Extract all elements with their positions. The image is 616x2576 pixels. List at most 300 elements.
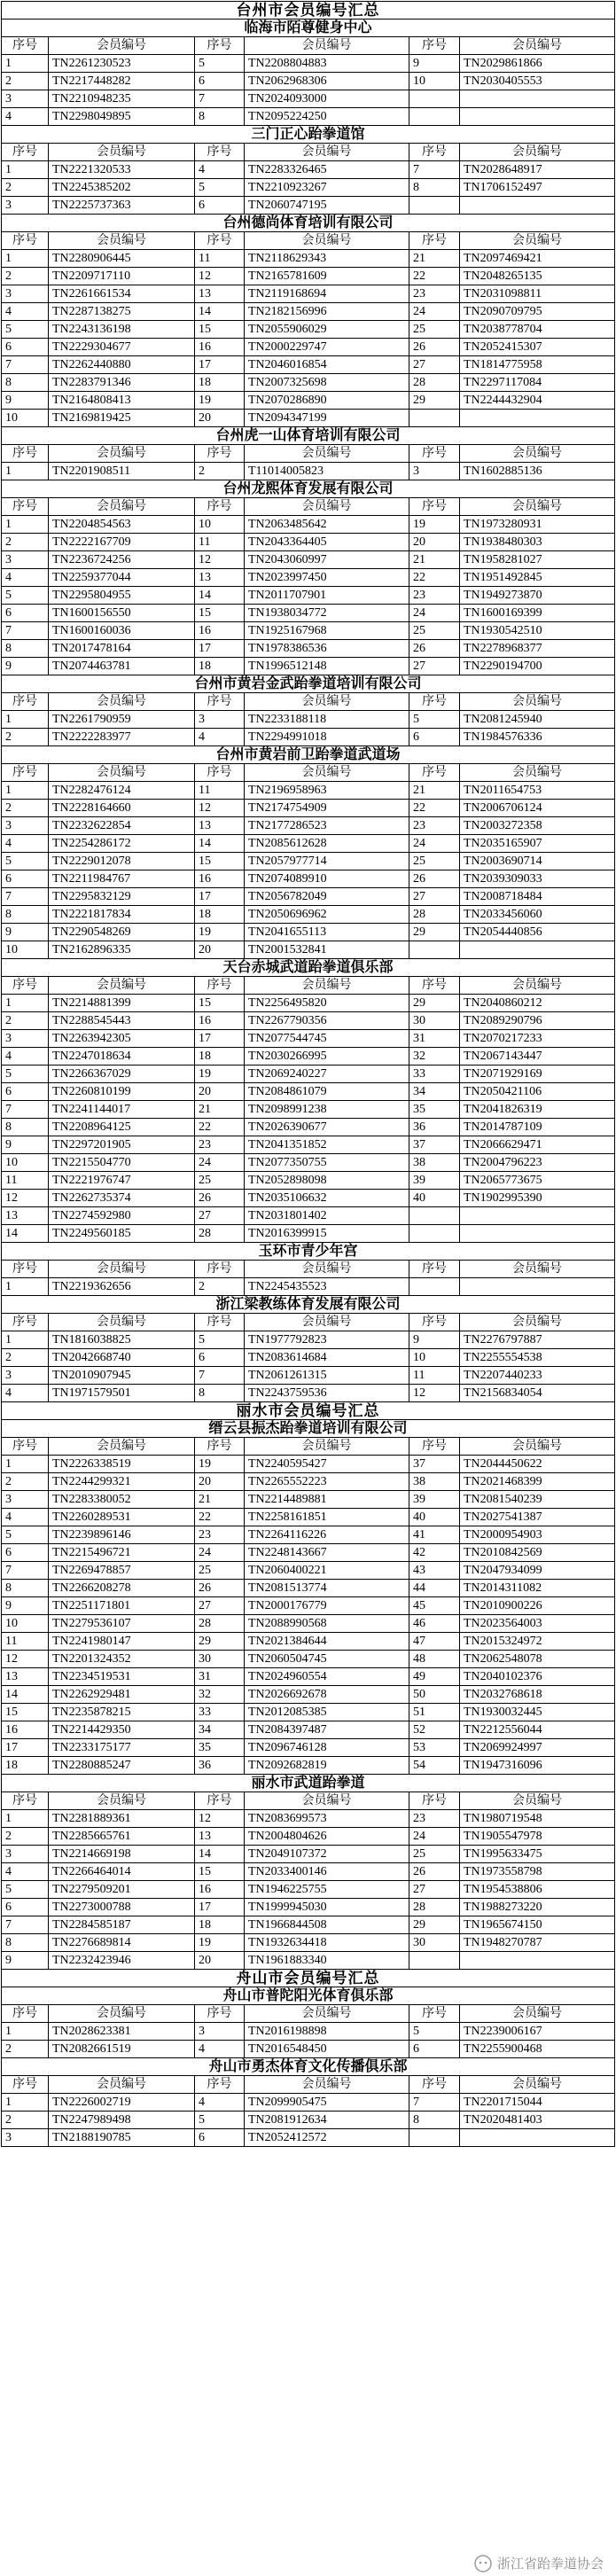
member-id-cell: TN2095224250 bbox=[245, 108, 409, 125]
index-cell: 19 bbox=[195, 1456, 245, 1472]
index-cell: 3 bbox=[2, 817, 49, 834]
club-title-row bbox=[2, 2058, 615, 2076]
member-id-cell: TN2297117084 bbox=[460, 374, 615, 391]
table-row bbox=[2, 2023, 615, 2041]
member-id-cell: TN2201715044 bbox=[460, 2094, 615, 2111]
member-id-cell: TN2088990568 bbox=[245, 1615, 409, 1632]
index-cell: 34 bbox=[409, 1083, 460, 1100]
index-cell: 8 bbox=[2, 374, 49, 391]
member-id-cell: TN2012085385 bbox=[245, 1704, 409, 1721]
index-cell: 37 bbox=[409, 1136, 460, 1153]
member-id-cell: TN2226002719 bbox=[49, 2094, 195, 2111]
header-member-id: 会员编号 bbox=[49, 498, 195, 515]
index-cell: 11 bbox=[409, 1367, 460, 1384]
member-id-cell: TN2290548269 bbox=[49, 924, 195, 941]
region-title-row bbox=[2, 1402, 615, 1420]
index-cell: 14 bbox=[195, 1846, 245, 1862]
club-title: 台州市黄岩金武跆拳道培训有限公司 bbox=[2, 675, 615, 692]
member-id-cell: TN2026390677 bbox=[245, 1119, 409, 1136]
member-id-cell: TN1973558798 bbox=[460, 1863, 615, 1880]
index-cell: 16 bbox=[195, 1012, 245, 1029]
member-id-cell: TN2042668740 bbox=[49, 1349, 195, 1366]
header-member-id: 会员编号 bbox=[49, 2076, 195, 2093]
header-index: 序号 bbox=[195, 764, 245, 781]
index-cell: 27 bbox=[409, 658, 460, 675]
club-title-row bbox=[2, 1987, 615, 2005]
header-member-id: 会员编号 bbox=[460, 1438, 615, 1455]
index-cell: 32 bbox=[409, 1048, 460, 1065]
member-id-cell: TN2229304677 bbox=[49, 339, 195, 355]
member-id-cell: TN2282476124 bbox=[49, 782, 195, 799]
table-row bbox=[2, 1615, 615, 1633]
member-id-cell: TN2070217233 bbox=[460, 1030, 615, 1047]
index-cell: 35 bbox=[409, 1101, 460, 1118]
column-header-row bbox=[2, 977, 615, 995]
member-id-cell: TN2266208278 bbox=[49, 1580, 195, 1596]
region-title-row bbox=[2, 1970, 615, 1987]
member-id-cell: TN2015324972 bbox=[460, 1633, 615, 1650]
index-cell: 12 bbox=[195, 800, 245, 816]
index-cell: 2 bbox=[2, 1349, 49, 1366]
table-row bbox=[2, 1739, 615, 1757]
member-id-cell: TN2239896146 bbox=[49, 1526, 195, 1543]
index-cell: 8 bbox=[2, 1934, 49, 1951]
table-row bbox=[2, 1651, 615, 1668]
header-index: 序号 bbox=[2, 764, 49, 781]
index-cell: 4 bbox=[2, 1509, 49, 1526]
member-id-cell: TN2006706124 bbox=[460, 800, 615, 816]
index-cell: 19 bbox=[409, 516, 460, 533]
index-cell: 30 bbox=[409, 1012, 460, 1029]
table-row bbox=[2, 339, 615, 356]
index-cell: 3 bbox=[2, 2129, 49, 2146]
header-member-id: 会员编号 bbox=[49, 1314, 195, 1331]
table-row bbox=[2, 1385, 615, 1402]
index-cell: 51 bbox=[409, 1704, 460, 1721]
member-id-cell: TN2099905475 bbox=[245, 2094, 409, 2111]
index-cell: 28 bbox=[195, 1615, 245, 1632]
header-index: 序号 bbox=[195, 1261, 245, 1277]
index-cell: 19 bbox=[195, 924, 245, 941]
member-id-cell: TN2097469421 bbox=[460, 250, 615, 267]
index-cell: 29 bbox=[195, 1633, 245, 1650]
member-id-cell: TN2260289531 bbox=[49, 1509, 195, 1526]
index-cell: 17 bbox=[195, 356, 245, 373]
member-id-cell: TN2261661534 bbox=[49, 285, 195, 302]
index-cell: 27 bbox=[409, 888, 460, 905]
member-id-cell: TN2276797887 bbox=[460, 1331, 615, 1348]
index-cell: 5 bbox=[409, 711, 460, 728]
index-cell: 21 bbox=[195, 1101, 245, 1118]
member-id-cell: TN1980719548 bbox=[460, 1810, 615, 1827]
member-id-cell: TN2008718484 bbox=[460, 888, 615, 905]
member-id-cell: TN1971579501 bbox=[49, 1385, 195, 1401]
table-row bbox=[2, 1509, 615, 1526]
index-cell: 16 bbox=[195, 622, 245, 639]
member-id-cell: TN2050696962 bbox=[245, 906, 409, 923]
club-title: 临海市陌尊健身中心 bbox=[2, 20, 615, 36]
member-id-cell: TN2028623381 bbox=[49, 2023, 195, 2040]
member-id-cell: TN2001532841 bbox=[245, 941, 409, 958]
table-row bbox=[2, 268, 615, 285]
index-cell: 24 bbox=[195, 1154, 245, 1171]
member-id-cell: TN2260810199 bbox=[49, 1083, 195, 1100]
member-id-cell: TN2060747195 bbox=[245, 197, 409, 214]
index-cell: 7 bbox=[2, 356, 49, 373]
member-id-cell: TN2210948235 bbox=[49, 90, 195, 107]
member-id-cell: TN2265552223 bbox=[245, 1473, 409, 1490]
column-header-row bbox=[2, 1261, 615, 1278]
index-cell: 1 bbox=[2, 161, 49, 178]
index-cell: 1 bbox=[2, 516, 49, 533]
header-index: 序号 bbox=[409, 977, 460, 994]
table-row bbox=[2, 1562, 615, 1580]
index-cell: 8 bbox=[2, 906, 49, 923]
index-cell: 2 bbox=[2, 1012, 49, 1029]
club-title: 台州德尚体育培训有限公司 bbox=[2, 215, 615, 231]
header-index: 序号 bbox=[409, 144, 460, 160]
index-cell: 54 bbox=[409, 1757, 460, 1774]
member-id-cell: TN2217448282 bbox=[49, 73, 195, 90]
index-cell bbox=[409, 1952, 460, 1969]
header-index: 序号 bbox=[409, 1438, 460, 1455]
member-id-cell: TN2010900226 bbox=[460, 1597, 615, 1614]
table-row bbox=[2, 55, 615, 73]
table-row bbox=[2, 250, 615, 268]
member-id-cell: TN2259377044 bbox=[49, 569, 195, 586]
index-cell bbox=[409, 410, 460, 426]
index-cell: 11 bbox=[2, 1172, 49, 1189]
member-id-cell: TN2081513774 bbox=[245, 1580, 409, 1596]
table-row bbox=[2, 1048, 615, 1066]
index-cell: 29 bbox=[409, 392, 460, 409]
table-row bbox=[2, 1278, 615, 1296]
index-cell: 11 bbox=[195, 534, 245, 550]
member-id-cell: TN2247989498 bbox=[49, 2112, 195, 2128]
header-member-id: 会员编号 bbox=[49, 977, 195, 994]
member-id-cell: TN2010907945 bbox=[49, 1367, 195, 1384]
index-cell bbox=[409, 108, 460, 125]
index-cell: 27 bbox=[409, 1881, 460, 1898]
table-row bbox=[2, 1846, 615, 1863]
member-id-cell bbox=[460, 2129, 615, 2146]
index-cell: 12 bbox=[195, 1810, 245, 1827]
member-id-cell: TN2214669198 bbox=[49, 1846, 195, 1862]
header-index: 序号 bbox=[2, 977, 49, 994]
member-id-cell: TN2258161851 bbox=[245, 1509, 409, 1526]
table-row bbox=[2, 2094, 615, 2112]
member-id-cell: TN2283326465 bbox=[245, 161, 409, 178]
member-id-cell: TN2243759536 bbox=[245, 1385, 409, 1401]
member-id-cell: TN2039309033 bbox=[460, 870, 615, 887]
member-id-cell: TN2033456060 bbox=[460, 906, 615, 923]
header-member-id: 会员编号 bbox=[245, 2076, 409, 2093]
index-cell: 22 bbox=[409, 569, 460, 586]
index-cell: 10 bbox=[195, 516, 245, 533]
club-title: 台州虎一山体育培训有限公司 bbox=[2, 427, 615, 444]
index-cell: 2 bbox=[2, 268, 49, 285]
member-id-cell: TN1600160036 bbox=[49, 622, 195, 639]
table-row bbox=[2, 888, 615, 906]
index-cell: 18 bbox=[195, 1048, 245, 1065]
member-id-cell: TN2249560185 bbox=[49, 1225, 195, 1242]
index-cell: 39 bbox=[409, 1172, 460, 1189]
member-id-cell: TN1977792823 bbox=[245, 1331, 409, 1348]
club-title-row bbox=[2, 675, 615, 693]
column-header-row bbox=[2, 2005, 615, 2023]
index-cell: 49 bbox=[409, 1668, 460, 1685]
member-id-cell: TN2098991238 bbox=[245, 1101, 409, 1118]
index-cell: 27 bbox=[409, 356, 460, 373]
header-member-id: 会员编号 bbox=[460, 2076, 615, 2093]
table-row bbox=[2, 161, 615, 179]
column-header-row bbox=[2, 445, 615, 463]
member-id-cell: TN2278968377 bbox=[460, 640, 615, 657]
member-id-cell: TN2083699573 bbox=[245, 1810, 409, 1827]
header-index: 序号 bbox=[195, 445, 245, 462]
member-id-cell: TN2261230523 bbox=[49, 55, 195, 72]
table-row bbox=[2, 1899, 615, 1916]
table-row bbox=[2, 1154, 615, 1172]
index-cell: 6 bbox=[409, 2041, 460, 2057]
member-id-cell: TN2066629471 bbox=[460, 1136, 615, 1153]
index-cell: 5 bbox=[2, 587, 49, 604]
header-index: 序号 bbox=[409, 1261, 460, 1277]
index-cell: 12 bbox=[2, 1190, 49, 1206]
member-id-cell bbox=[460, 1225, 615, 1242]
index-cell: 4 bbox=[195, 2094, 245, 2111]
header-member-id: 会员编号 bbox=[245, 1438, 409, 1455]
member-id-cell: TN2082661519 bbox=[49, 2041, 195, 2057]
index-cell: 18 bbox=[195, 1916, 245, 1933]
member-id-cell: TN1932634418 bbox=[245, 1934, 409, 1951]
index-cell bbox=[409, 2129, 460, 2146]
table-row bbox=[2, 516, 615, 534]
index-cell: 28 bbox=[409, 1899, 460, 1916]
member-id-cell: TN2233188118 bbox=[245, 711, 409, 728]
table-row bbox=[2, 587, 615, 605]
index-cell: 13 bbox=[195, 817, 245, 834]
member-id-cell: TN2276689814 bbox=[49, 1934, 195, 1951]
index-cell: 4 bbox=[2, 569, 49, 586]
member-id-cell bbox=[460, 410, 615, 426]
member-id-cell: TN2219362656 bbox=[49, 1278, 195, 1295]
index-cell: 16 bbox=[2, 1721, 49, 1738]
member-id-cell: TN2030405553 bbox=[460, 73, 615, 90]
index-cell: 21 bbox=[409, 551, 460, 568]
member-id-cell: TN2263942305 bbox=[49, 1030, 195, 1047]
member-id-cell: TN2162896335 bbox=[49, 941, 195, 958]
index-cell: 13 bbox=[195, 1828, 245, 1845]
member-id-cell: TN2000176779 bbox=[245, 1597, 409, 1614]
member-id-cell: TN2041826319 bbox=[460, 1101, 615, 1118]
index-cell: 5 bbox=[2, 1881, 49, 1898]
member-id-cell: TN2119168694 bbox=[245, 285, 409, 302]
table-row bbox=[2, 1597, 615, 1615]
member-id-cell: TN2043364405 bbox=[245, 534, 409, 550]
member-id-cell: TN1978386536 bbox=[245, 640, 409, 657]
member-id-cell bbox=[460, 90, 615, 107]
member-id-cell: TN2020481403 bbox=[460, 2112, 615, 2128]
table-row bbox=[2, 1083, 615, 1101]
table-row bbox=[2, 835, 615, 853]
table-row bbox=[2, 1367, 615, 1385]
index-cell: 3 bbox=[2, 551, 49, 568]
index-cell: 31 bbox=[409, 1030, 460, 1047]
index-cell: 14 bbox=[195, 587, 245, 604]
header-index: 序号 bbox=[409, 2076, 460, 2093]
table-row bbox=[2, 1721, 615, 1739]
index-cell: 1 bbox=[2, 250, 49, 267]
index-cell: 1 bbox=[2, 463, 49, 480]
member-id-cell: TN2052415307 bbox=[460, 339, 615, 355]
member-id-cell: TN2297201905 bbox=[49, 1136, 195, 1153]
index-cell: 4 bbox=[2, 303, 49, 320]
club-title: 天台赤城武道跆拳道俱乐部 bbox=[2, 959, 615, 976]
header-member-id: 会员编号 bbox=[49, 1261, 195, 1277]
member-id-cell: TN2264116226 bbox=[245, 1526, 409, 1543]
header-member-id: 会员编号 bbox=[245, 2005, 409, 2022]
member-id-cell: TN2288545443 bbox=[49, 1012, 195, 1029]
index-cell: 15 bbox=[195, 321, 245, 338]
member-id-cell: TN2031801402 bbox=[245, 1207, 409, 1224]
index-cell: 15 bbox=[195, 995, 245, 1011]
index-cell: 25 bbox=[195, 1562, 245, 1579]
club-title-row bbox=[2, 20, 615, 37]
member-id-cell: TN2262440880 bbox=[49, 356, 195, 373]
member-id-cell: TN2081245940 bbox=[460, 711, 615, 728]
member-id-cell: TN2294991018 bbox=[245, 729, 409, 745]
index-cell: 45 bbox=[409, 1597, 460, 1614]
header-index: 序号 bbox=[409, 498, 460, 515]
index-cell: 7 bbox=[195, 1367, 245, 1384]
header-member-id: 会员编号 bbox=[49, 232, 195, 249]
index-cell: 24 bbox=[409, 605, 460, 621]
header-member-id: 会员编号 bbox=[460, 764, 615, 781]
table-row bbox=[2, 356, 615, 374]
member-id-cell: TN2055906029 bbox=[245, 321, 409, 338]
index-cell: 1 bbox=[2, 55, 49, 72]
member-id-cell: TN2061261315 bbox=[245, 1367, 409, 1384]
header-member-id: 会员编号 bbox=[245, 144, 409, 160]
table-row bbox=[2, 1207, 615, 1225]
member-id-cell: TN2226338519 bbox=[49, 1456, 195, 1472]
member-id-cell: TN2007325698 bbox=[245, 374, 409, 391]
member-roster-table bbox=[1, 1, 615, 2147]
index-cell: 2 bbox=[2, 1828, 49, 1845]
club-title: 丽水市武道跆拳道 bbox=[2, 1775, 615, 1791]
member-id-cell: TN2040860212 bbox=[460, 995, 615, 1011]
member-id-cell: TN2261790959 bbox=[49, 711, 195, 728]
member-id-cell: TN1905547978 bbox=[460, 1828, 615, 1845]
index-cell: 11 bbox=[2, 1633, 49, 1650]
header-member-id: 会员编号 bbox=[245, 37, 409, 54]
column-header-row bbox=[2, 693, 615, 711]
index-cell: 32 bbox=[195, 1686, 245, 1703]
member-id-cell: TN1949273870 bbox=[460, 587, 615, 604]
index-cell: 30 bbox=[195, 1651, 245, 1667]
member-id-cell: TN2245435523 bbox=[245, 1278, 409, 1295]
index-cell bbox=[409, 1278, 460, 1295]
club-title: 台州市黄岩前卫跆拳道武道场 bbox=[2, 746, 615, 763]
index-cell: 7 bbox=[195, 90, 245, 107]
table-row bbox=[2, 1331, 615, 1349]
member-id-cell: TN2281889361 bbox=[49, 1810, 195, 1827]
table-row bbox=[2, 1881, 615, 1899]
table-row bbox=[2, 1349, 615, 1367]
index-cell bbox=[409, 941, 460, 958]
member-id-cell: TN2081540239 bbox=[460, 1491, 615, 1508]
index-cell: 4 bbox=[195, 729, 245, 745]
header-member-id: 会员编号 bbox=[245, 1314, 409, 1331]
index-cell: 33 bbox=[195, 1704, 245, 1721]
member-id-cell: TN2054440856 bbox=[460, 924, 615, 941]
index-cell: 20 bbox=[195, 410, 245, 426]
member-id-cell: TN2062968306 bbox=[245, 73, 409, 90]
member-id-cell: TN2035106632 bbox=[245, 1190, 409, 1206]
index-cell: 2 bbox=[2, 1473, 49, 1490]
table-row bbox=[2, 1544, 615, 1562]
club-title-row bbox=[2, 959, 615, 977]
index-cell: 8 bbox=[409, 179, 460, 196]
index-cell: 5 bbox=[2, 1526, 49, 1543]
member-id-cell: TN2023997450 bbox=[245, 569, 409, 586]
member-id-cell: TN2177286523 bbox=[245, 817, 409, 834]
member-id-cell: TN2048265135 bbox=[460, 268, 615, 285]
table-row bbox=[2, 729, 615, 746]
index-cell: 17 bbox=[195, 1030, 245, 1047]
index-cell: 10 bbox=[2, 1615, 49, 1632]
member-id-cell: TN2056782049 bbox=[245, 888, 409, 905]
header-member-id: 会员编号 bbox=[49, 1792, 195, 1809]
member-id-cell: TN2287138275 bbox=[49, 303, 195, 320]
member-id-cell: TN2214429350 bbox=[49, 1721, 195, 1738]
header-index: 序号 bbox=[195, 37, 245, 54]
member-id-cell: TN2089290796 bbox=[460, 1012, 615, 1029]
index-cell: 21 bbox=[409, 782, 460, 799]
index-cell: 22 bbox=[409, 800, 460, 816]
index-cell: 20 bbox=[409, 534, 460, 550]
member-id-cell: TN1999945030 bbox=[245, 1899, 409, 1916]
member-id-cell: TN2266464014 bbox=[49, 1863, 195, 1880]
member-id-cell: TN2214489881 bbox=[245, 1491, 409, 1508]
member-id-cell: TN2118629343 bbox=[245, 250, 409, 267]
member-id-cell: TN2208964125 bbox=[49, 1119, 195, 1136]
index-cell: 4 bbox=[2, 1385, 49, 1401]
index-cell: 23 bbox=[409, 587, 460, 604]
index-cell: 19 bbox=[195, 1934, 245, 1951]
index-cell: 10 bbox=[2, 941, 49, 958]
index-cell: 42 bbox=[409, 1544, 460, 1561]
member-id-cell: TN2077350755 bbox=[245, 1154, 409, 1171]
table-row bbox=[2, 640, 615, 658]
member-id-cell: TN2077544745 bbox=[245, 1030, 409, 1047]
member-id-cell: TN2024960554 bbox=[245, 1668, 409, 1685]
member-id-cell: TN2215496721 bbox=[49, 1544, 195, 1561]
index-cell: 23 bbox=[409, 1810, 460, 1827]
header-member-id: 会员编号 bbox=[245, 1261, 409, 1277]
member-id-cell: TN2295832129 bbox=[49, 888, 195, 905]
table-row bbox=[2, 1810, 615, 1828]
region-title: 舟山市会员编号汇总 bbox=[2, 1970, 615, 1987]
member-id-cell: TN2016399915 bbox=[245, 1225, 409, 1242]
table-row bbox=[2, 658, 615, 675]
member-id-cell: TN2225737363 bbox=[49, 197, 195, 214]
member-id-cell: TN2081912634 bbox=[245, 2112, 409, 2128]
index-cell: 35 bbox=[195, 1739, 245, 1756]
index-cell: 4 bbox=[195, 161, 245, 178]
index-cell: 2 bbox=[2, 534, 49, 550]
